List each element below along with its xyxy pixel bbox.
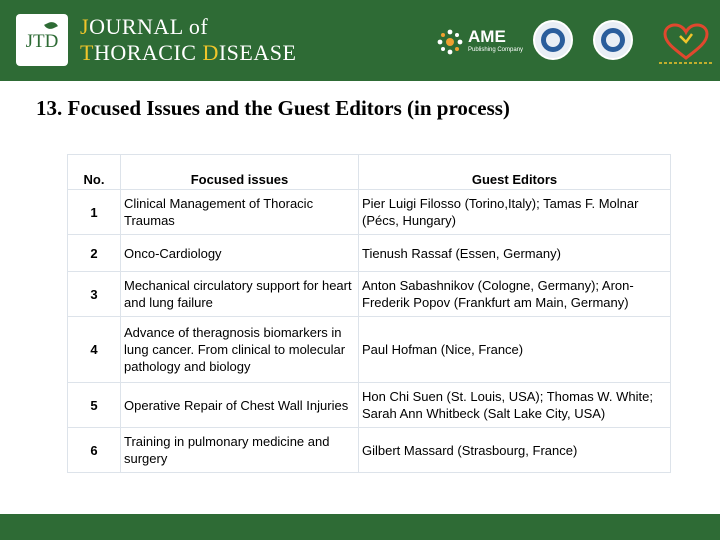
header-focused-issues: Focused issues [121,155,359,190]
focused-issues-table [67,154,671,473]
row-number: 3 [68,272,121,317]
guest-editors-cell: Paul Hofman (Nice, France) [359,317,671,383]
guest-editors-cell: Pier Luigi Filosso (Torino,Italy); Tamas F. Molnar (Pécs, Hungary) [359,190,671,235]
leaf-icon [44,20,58,31]
header-guest-editors: Guest Editors [359,155,671,190]
journal-line-2-rest-1: HORACIC [93,40,203,65]
journal-name [80,14,296,66]
ame-dots-icon [436,28,464,56]
focused-issue-cell: Onco-Cardiology [121,235,359,272]
jtd-logo [16,14,68,66]
page-title: 13. Focused Issues and the Guest Editors (in process) [36,96,510,120]
journal-line-1 [80,14,296,40]
journal-line-2 [80,40,296,66]
focused-issue-cell: Operative Repair of Chest Wall Injuries [121,383,359,428]
header-bar [0,0,720,81]
ame-logo [436,22,524,62]
row-number: 6 [68,428,121,473]
table-row [68,428,671,473]
journal-line-2-rest-2: ISEASE [218,40,297,65]
table-row [68,190,671,235]
footer-bar [0,514,720,540]
guest-editors-cell: Hon Chi Suen (St. Louis, USA); Thomas W. White; Sarah Ann Whitbeck (Salt Lake City, USA) [359,383,671,428]
seal-core [606,33,620,47]
row-number: 5 [68,383,121,428]
row-number: 1 [68,190,121,235]
journal-line-2-cap-1: T [80,40,94,65]
guest-editors-cell: Tienush Rassaf (Essen, Germany) [359,235,671,272]
ame-subtext: Publishing Company [468,47,524,53]
seal-icon [533,20,573,60]
seal-core [546,33,560,47]
focused-issue-cell: Clinical Management of Thoracic Traumas [121,190,359,235]
focused-issue-cell: Advance of theragnosis biomarkers in lung cancer. From clinical to molecular pathology and biology [121,317,359,383]
guest-editors-cell: Anton Sabashnikov (Cologne, Germany); Aron-Frederik Popov (Frankfurt am Main, Germany) [359,272,671,317]
row-number: 2 [68,235,121,272]
table-header-row [68,155,671,190]
journal-line-1-cap: J [80,14,90,39]
focused-issue-cell: Mechanical circulatory support for heart and lung failure [121,272,359,317]
table-row [68,317,671,383]
header-no: No. [68,155,121,190]
table-row [68,272,671,317]
row-number: 4 [68,317,121,383]
seal-icon [593,20,633,60]
heart-logo [655,22,717,68]
ame-text: AME [468,27,506,46]
table-row [68,235,671,272]
journal-line-2-cap-2: D [202,40,219,65]
focused-issue-cell: Training in pulmonary medicine and surgery [121,428,359,473]
guest-editors-cell: Gilbert Massard (Strasbourg, France) [359,428,671,473]
table-row [68,383,671,428]
journal-line-1-rest: OURNAL of [89,14,209,39]
logo-text: JTD [25,31,59,52]
